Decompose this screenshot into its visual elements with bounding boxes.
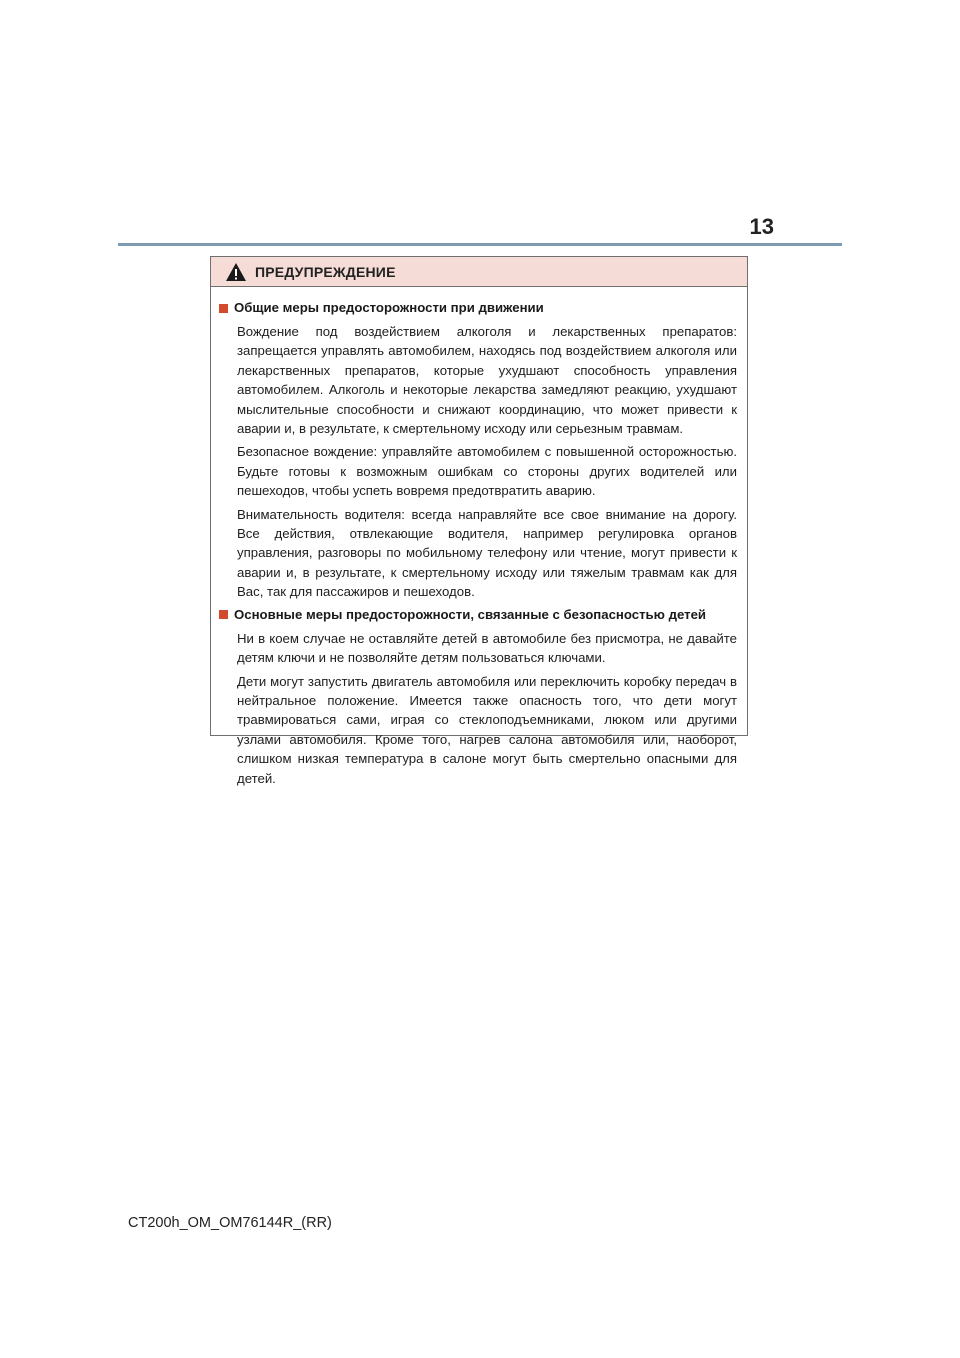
paragraph: Дети могут запустить двигатель автомобиля или переключить коробку передач в нейтральное положение. Имеется также опасность того, что дети могут травмироваться сами, играя со стеклоподъемниками, люком или другими узлами автомобиля. Кроме того, нагрев салона автомобиля или, наоборот, слишком низкая температура в салоне могут быть смертельно опасными для детей. (237, 673, 737, 786)
paragraph: Ни в коем случае не оставляйте детей в автомобиле без присмотра, не давайте детям ключи и не позволяйте детям пользоваться ключами. (237, 630, 737, 666)
paragraph: Вождение под воздействием алкоголя и лекарственных препаратов: запрещается управлять автомобилем, находясь под воздействием алкоголя или лекарственных препаратов, которые ухудшают способность управления автомобилем. Алкоголь и некоторые лекарства замедляют реакцию, ухудшают мыслительные способности и снижают координацию, что может привести к аварии и, в результате, к смертельному исходу или серьезным травмам. (237, 324, 737, 437)
square-bullet-icon (219, 304, 228, 313)
warning-box (210, 256, 748, 786)
section-driving-precautions (219, 299, 737, 602)
warning-triangle-icon (225, 262, 247, 282)
section-heading (219, 606, 737, 624)
page-number: 13 (749, 214, 774, 239)
section-heading-text: Основные меры предосторожности, связанные с безопасностью детей (234, 606, 707, 622)
paragraph: Безопасное вождение: управляйте автомобилем с повышенной осторожностью. Будьте готовы к возможным ошибкам со стороны других водителей или пешеходов, чтобы успеть вовремя предотвратить аварию. (237, 444, 737, 499)
section-child-safety (219, 606, 737, 788)
warning-body (211, 287, 747, 788)
warning-header (211, 257, 747, 287)
section-heading-text: Общие меры предосторожности при движении (234, 300, 544, 315)
footer-document-code: CT200h_OM_OM76144R_(RR) (128, 1215, 332, 1231)
warning-title: ПРЕДУПРЕЖДЕНИЕ (255, 263, 396, 280)
square-bullet-icon (219, 610, 228, 619)
header-rule (118, 243, 842, 246)
paragraph: Внимательность водителя: всегда направляйте все свое внимание на дорогу. Все действия, отвлекающие водителя, например регулировка органов управления, разговоры по мобильному телефону или чтение, могут привести к аварии и, в результате, к смертельному исходу или тяжелым травмам как для Вас, так для пассажиров и пешеходов. (237, 506, 737, 600)
section-heading (219, 299, 737, 317)
